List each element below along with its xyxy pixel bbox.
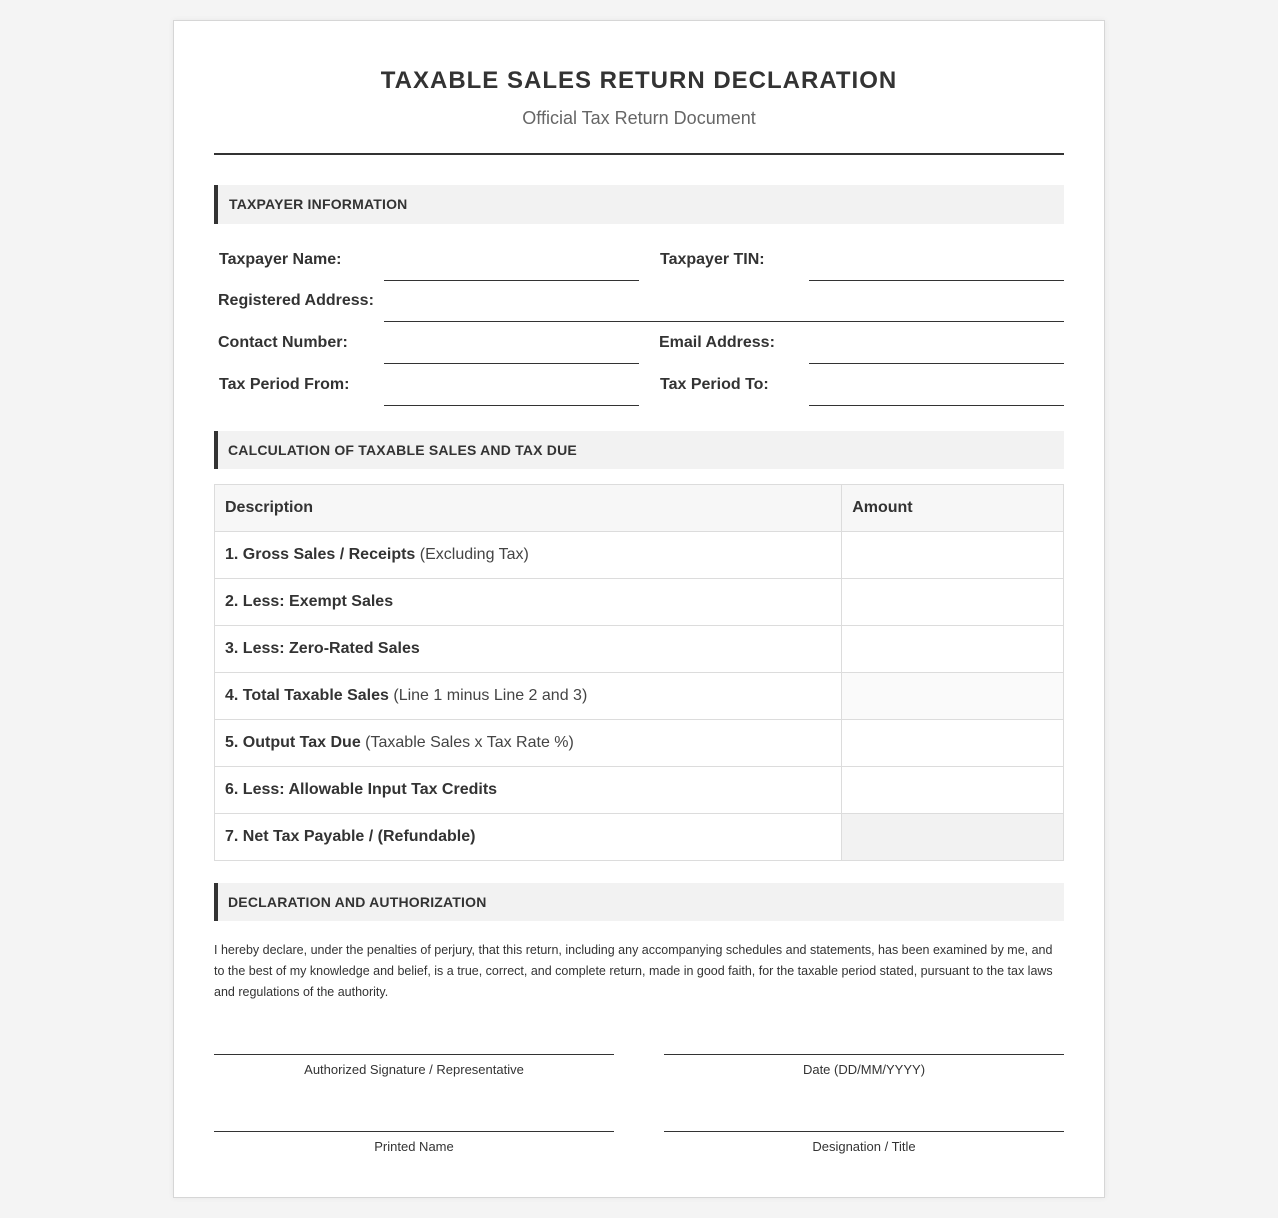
authorized-signature-caption: Authorized Signature / Representative [304, 1062, 524, 1077]
table-row [215, 720, 1064, 767]
tax-period-to-field[interactable] [809, 405, 1064, 406]
date-line[interactable] [664, 1054, 1064, 1055]
registered-address-field[interactable] [384, 321, 1064, 322]
description-column-header: Description [215, 485, 842, 532]
table-row [215, 579, 1064, 626]
amount-column-header: Amount [842, 485, 1064, 532]
row-label: 3. Less: Zero-Rated Sales [225, 640, 420, 657]
contact-number-field[interactable] [384, 363, 639, 364]
row-note: (Excluding Tax) [415, 546, 529, 563]
email-address-field[interactable] [809, 363, 1064, 364]
table-row [215, 532, 1064, 579]
contact-number-label: Contact Number: [218, 334, 348, 351]
date-caption: Date (DD/MM/YYYY) [802, 1062, 926, 1077]
printed-name-caption: Printed Name [374, 1139, 454, 1154]
zero-rated-sales-amount-field[interactable] [842, 626, 1064, 673]
exempt-sales-description [215, 579, 842, 626]
declaration-text: I hereby declare, under the penalties of perjury, that this return, including any accompanying schedules and statements, has been examined by me, and to the best of my knowledge and belief, is a true, correct, and complete return, made in good faith, for the taxable period stated, pursuant to the tax laws and regulations of the authority. [214, 943, 1053, 999]
output-tax-due-amount-field[interactable] [842, 720, 1064, 767]
net-tax-payable-amount-field[interactable] [842, 814, 1064, 861]
table-row [215, 673, 1064, 720]
email-address-label: Email Address: [659, 334, 775, 351]
row-note: (Taxable Sales x Tax Rate %) [360, 734, 574, 751]
calculation-section-heading: CALCULATION OF TAXABLE SALES AND TAX DUE [214, 431, 1064, 469]
output-tax-due-description [215, 720, 842, 767]
document-title: TAXABLE SALES RETURN DECLARATION [380, 67, 898, 94]
table-row [215, 814, 1064, 861]
total-taxable-sales-amount-field[interactable] [842, 673, 1064, 720]
registered-address-label: Registered Address: [218, 292, 374, 309]
row-label: 6. Less: Allowable Input Tax Credits [225, 781, 498, 798]
row-label: 1. Gross Sales / Receipts [225, 546, 416, 563]
taxpayer-name-label: Taxpayer Name: [219, 251, 342, 268]
taxpayer-tin-label: Taxpayer TIN: [660, 251, 765, 268]
zero-rated-sales-description [215, 626, 842, 673]
table-row [215, 626, 1064, 673]
table-row [215, 767, 1064, 814]
tax-period-from-field[interactable] [384, 405, 639, 406]
table-header-row [215, 485, 1064, 532]
document-subtitle: Official Tax Return Document [522, 108, 756, 128]
gross-sales-amount-field[interactable] [842, 532, 1064, 579]
gross-sales-description [215, 532, 842, 579]
tax-period-to-label: Tax Period To: [660, 376, 769, 393]
row-label: 7. Net Tax Payable / (Refundable) [225, 828, 476, 845]
row-label: 2. Less: Exempt Sales [225, 593, 394, 610]
row-note: (Line 1 minus Line 2 and 3) [388, 687, 588, 704]
input-tax-credits-description [215, 767, 842, 814]
printed-name-line[interactable] [214, 1131, 614, 1132]
document-page [173, 20, 1105, 1198]
calculation-table [214, 484, 1064, 861]
row-label: 5. Output Tax Due [225, 734, 361, 751]
net-tax-payable-description [215, 814, 842, 861]
total-taxable-sales-description [215, 673, 842, 720]
taxpayer-name-field[interactable] [384, 280, 639, 281]
tax-period-from-label: Tax Period From: [219, 376, 350, 393]
exempt-sales-amount-field[interactable] [842, 579, 1064, 626]
row-label: 4. Total Taxable Sales [225, 687, 389, 704]
designation-caption: Designation / Title [812, 1139, 916, 1154]
authorized-signature-line[interactable] [214, 1054, 614, 1055]
title-divider [214, 153, 1064, 155]
taxpayer-tin-field[interactable] [809, 280, 1064, 281]
designation-line[interactable] [664, 1131, 1064, 1132]
taxpayer-section-heading: TAXPAYER INFORMATION [214, 185, 1064, 224]
input-tax-credits-amount-field[interactable] [842, 767, 1064, 814]
declaration-section-heading: DECLARATION AND AUTHORIZATION [214, 883, 1064, 921]
